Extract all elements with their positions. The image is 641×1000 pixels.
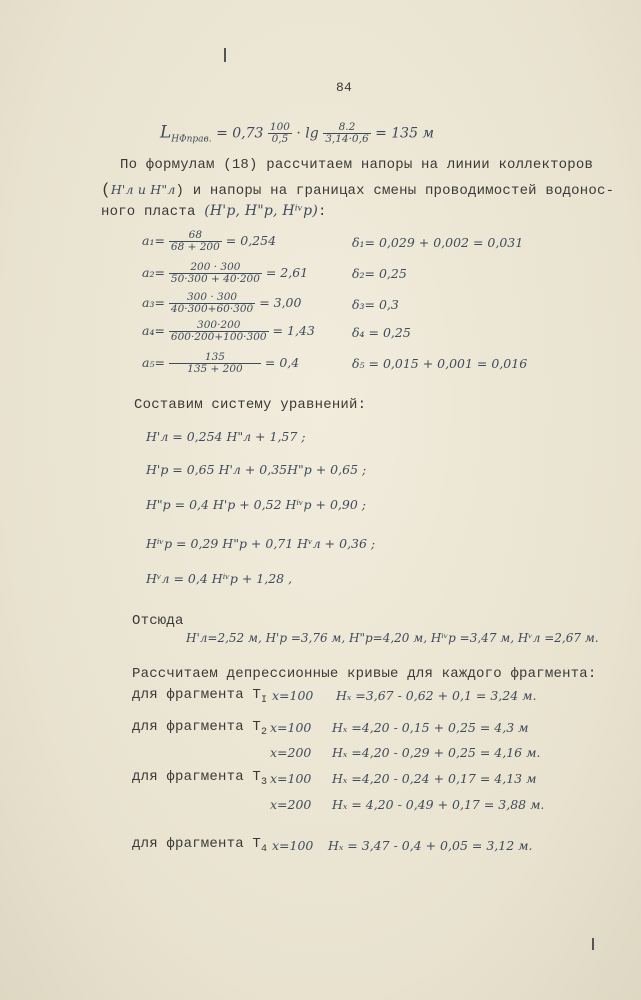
system-eq-2: H'р = 0,65 H'л + 0,35H"р + 0,65 ; (146, 462, 367, 477)
coef-a-frac (169, 262, 262, 285)
system-heading: Составим систему уравнений: (134, 397, 367, 413)
formula-l-result: = 135 м (375, 125, 435, 142)
coef-a-lhs: a₁= (142, 233, 165, 249)
coef-a-result: = 1,43 (272, 323, 315, 339)
fragment-x: x=100 (272, 688, 314, 703)
fragment-eq: Hₓ =4,20 - 0,24 + 0,17 = 4,13 м (332, 771, 537, 786)
coef-a-num: 135 (169, 352, 261, 364)
fragment-sub: 2 (261, 726, 268, 738)
frac1-num: 100 (269, 121, 290, 133)
intro-line-3 (101, 203, 327, 220)
formula-l-frac2 (323, 122, 370, 145)
coef-a-frac (169, 320, 269, 343)
coef-a-3 (142, 292, 301, 315)
coef-a-frac (169, 292, 255, 315)
fragment-eq: Hₓ = 3,47 - 0,4 + 0,05 = 3,12 м. (328, 838, 533, 853)
coef-a-num: 200 · 300 (169, 262, 262, 274)
coef-a-den: 600·200+100·300 (170, 331, 267, 344)
coef-a-result: = 2,61 (265, 265, 309, 281)
fragment-x: x=100 (270, 771, 312, 786)
system-eq-1: H'л = 0,254 H"л + 1,57 ; (146, 429, 306, 444)
coef-a-den: 135 + 200 (187, 363, 243, 376)
intro-vars-1: H'л и H"л (110, 182, 176, 197)
intro-line-1: По формулам (18) рассчитаем напоры на линии коллекторов (120, 157, 594, 173)
fragment-sub: 3 (261, 776, 268, 788)
coef-b-3: δ₃= 0,3 (352, 297, 399, 312)
system-eq-3: H"р = 0,4 H'р + 0,52 Hⁱᵛр + 0,90 ; (146, 497, 367, 512)
coef-a-lhs: a₄= (142, 323, 165, 339)
formula-l (160, 122, 434, 145)
page-number: 84 (336, 80, 353, 95)
formula-l-lhs: L (160, 122, 172, 143)
fragment-label-text: для фрагмента T (132, 769, 262, 785)
coef-a-5 (142, 352, 299, 375)
coef-a-result: = 0,254 (225, 233, 277, 249)
coef-a-frac (169, 352, 261, 375)
fragment-label-text: для фрагмента T (132, 836, 262, 852)
coef-a-lhs: a₅= (142, 355, 165, 371)
frac1-den: 0,5 (271, 133, 289, 146)
intro-paren: ( (101, 181, 111, 199)
intro-vars-2: (H'р, H"р, Hⁱᵛр) (204, 203, 318, 219)
fragment-x: x=200 (270, 745, 312, 760)
fragment-label (132, 719, 267, 738)
coef-b-2: δ₂= 0,25 (352, 266, 407, 281)
fragment-eq: Hₓ =3,67 - 0,62 + 0,1 = 3,24 м. (336, 688, 537, 703)
coef-a-num: 300·200 (169, 320, 269, 332)
intro-line-2-rest: ) и напоры на границах смены проводимостей водонос- (175, 183, 615, 199)
coef-a-result: = 0,4 (264, 355, 300, 371)
coef-a-num: 68 (169, 230, 222, 242)
hence-label: Отсюда (132, 613, 184, 629)
coef-a-num: 300 · 300 (169, 292, 255, 304)
fragment-eq: Hₓ = 4,20 - 0,49 + 0,17 = 3,88 м. (332, 797, 545, 812)
fragment-sub: 4 (261, 843, 268, 855)
coef-a-result: = 3,00 (259, 295, 302, 311)
formula-l-frac1 (268, 122, 292, 145)
frac2-num: 8.2 (323, 122, 370, 134)
fragment-sub: I (261, 694, 268, 706)
coef-a-den: 50·300 + 40·200 (170, 273, 260, 286)
coef-b-4: δ₄ = 0,25 (352, 325, 411, 340)
coef-a-frac (169, 230, 222, 253)
formula-l-eq: = 0,73 (216, 125, 264, 142)
margin-mark (224, 48, 226, 62)
fragment-eq: Hₓ =4,20 - 0,15 + 0,25 = 4,3 м (332, 720, 529, 735)
fragment-label (132, 836, 267, 855)
fragment-label-text: для фрагмента T (132, 719, 262, 735)
fragment-eq: Hₓ =4,20 - 0,29 + 0,25 = 4,16 м. (332, 745, 541, 760)
system-eq-4: Hⁱᵛр = 0,29 H"р + 0,71 Hᵛл + 0,36 ; (146, 536, 376, 551)
coef-a-2 (142, 262, 308, 285)
coef-b-5: δ₅ = 0,015 + 0,001 = 0,016 (352, 356, 528, 371)
fragment-label (132, 687, 267, 706)
depression-heading: Рассчитаем депрессионные кривые для каждого фрагмента: (132, 666, 597, 682)
frac2-den: 3,14·0,6 (325, 133, 369, 146)
intro-line-3-prefix: ного пласта (101, 204, 196, 220)
fragment-label (132, 769, 267, 788)
coef-a-lhs: a₂= (142, 265, 165, 281)
coef-a-lhs: a₃= (142, 295, 165, 311)
fragment-x: x=100 (270, 720, 312, 735)
intro-colon: : (318, 204, 327, 220)
margin-mark (592, 938, 594, 950)
fragment-label-text: для фрагмента T (132, 687, 262, 703)
formula-l-lg: · lg (296, 125, 319, 142)
fragment-x: x=200 (270, 797, 312, 812)
fragment-x: x=100 (272, 838, 314, 853)
coef-a-den: 68 + 200 (170, 241, 220, 254)
coef-a-1 (142, 230, 276, 253)
formula-l-sub: НФправ. (171, 134, 212, 145)
coef-a-4 (142, 320, 315, 343)
hence-values: H'л=2,52 м, H'р =3,76 м, H"р=4,20 м, Hⁱᵛр =3,47 м, Hᵛл =2,67 м. (186, 631, 599, 645)
coef-a-den: 40·300+60·300 (170, 303, 254, 316)
coef-b-1: δ₁= 0,029 + 0,002 = 0,031 (352, 235, 524, 250)
intro-line-2 (101, 181, 614, 199)
system-eq-5: Hᵛл = 0,4 Hⁱᵛр + 1,28 , (146, 571, 293, 586)
